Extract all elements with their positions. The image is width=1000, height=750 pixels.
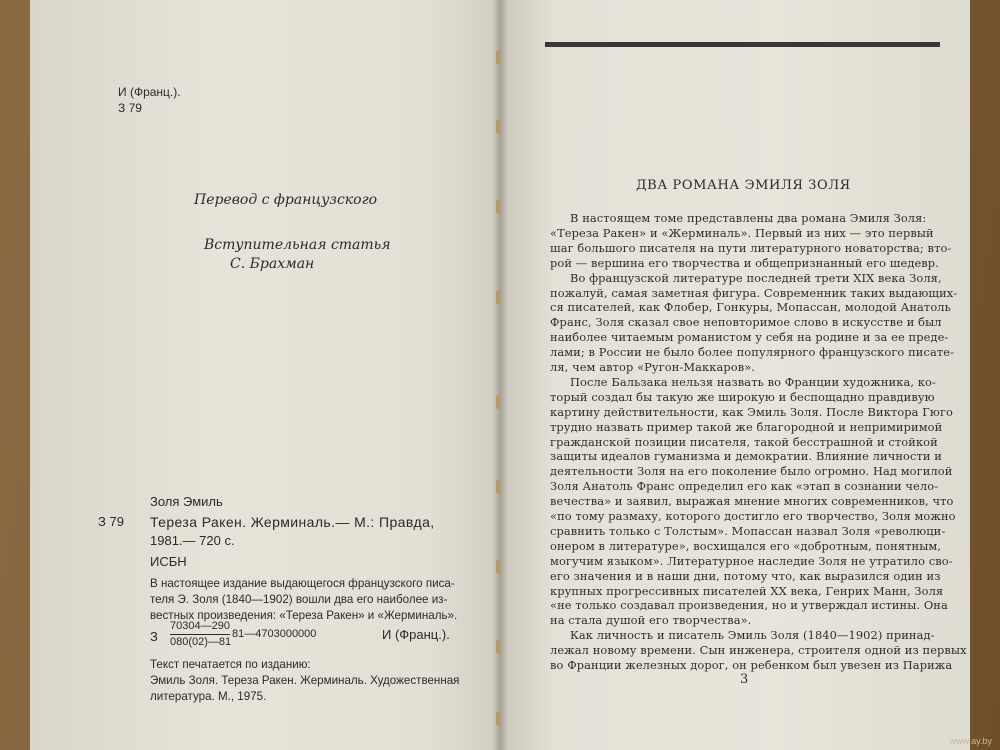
body-line: После Бальзака нельзя назвать во Франции художника, ко- [570,374,936,389]
body-line: картину действительности, как Эмиль Золя. После Виктора Гюго [550,404,953,419]
binding-stitch [496,200,500,214]
body-line: рой — вершина его творчества и общепризнанный его шедевр. [550,255,939,270]
body-line: сравнить только с Толстым». Мопассан назвал Золя «революци- [550,523,946,538]
body-line: могучим языком». Литературное наследие Золя не утратило сво- [550,553,953,568]
body-line: лежал новому времени. Сын инженера, строителя одной из первых [550,643,967,658]
body-line: деятельности Золя на его поколение было огромно. Над могилой [550,464,953,479]
body-line: Золя Анатоль Франс определил его как «этап в сознании чело- [550,479,939,494]
card-author: Золя Эмиль [150,494,223,509]
binding-stitch [496,395,500,409]
catalog-code: З 79 [118,101,142,115]
card-index-rest: 81—4703000000 [232,628,317,640]
body-line: ля, чем автор «Ругон-Маккаров». [550,360,756,374]
body-line: ся писателей, как Флобер, Гонкуры, Мопассан, молодой Анатоль [550,300,951,315]
body-line: «не только создавал произведения, но и утверждал истины. Она [550,598,948,613]
body-line: наиболее читаемым романистом у себя на родине и за ее преде- [550,330,949,345]
body-line: шаг большого писателя на пути литературного новаторства; вто- [550,240,952,255]
binding-stitch [496,560,500,574]
binding-stitch [496,290,500,304]
body-line: лами; в России не было более популярного французского писате- [550,345,955,360]
binding-stitch [496,50,500,64]
watermark: www.ay.by [949,736,992,746]
body-line: во Франции железных дорог, он ребенком был увезен из Парижа [550,658,953,672]
card-index-prefix: З [150,629,158,644]
body-line: на стала душой его творчества». [550,613,752,628]
source-note: Текст печатается по изданию: [150,658,311,671]
chapter-heading: ДВА РОМАНА ЭМИЛЯ ЗОЛЯ [636,178,851,193]
body-line: гражданской позиции писателя, такой бесстрашной и стойкой [550,434,938,449]
body-line: трудно назвать пример такой же благородной и непримиримой [550,419,943,434]
body-line: крупных прогрессивных писателей XX века, Генрих Манн, Золя [550,583,944,598]
body-line: В настоящем томе представлены два романа Эмиля Золя: [570,211,927,225]
binding-stitch [496,712,500,726]
card-title: 1981.— 720 с. [150,533,235,548]
source-note: литература. М., 1975. [150,690,267,703]
header-rule [545,42,940,47]
source-note: Эмиль Золя. Тереза Ракен. Жерминаль. Художественная [150,674,460,687]
book-gutter [492,0,508,750]
body-line: пожалуй, самая заметная фигура. Современник таких выдающих- [550,285,958,300]
intro-author: С. Брахман [230,256,315,272]
card-shelf-code: З 79 [98,514,124,529]
card-classification: И (Франц.). [382,627,450,642]
catalog-code: И (Франц.). [118,85,181,99]
binding-stitch [496,640,500,654]
fraction-bar [170,634,230,635]
body-line: Как личность и писатель Эмиль Золя (1840—1902) принад- [570,628,935,643]
body-line: онером в литературе», восхищался его «добротным, понятным, [550,538,942,553]
card-annotation: теля Э. Золя (1840—1902) вошли два его наиболее из- [150,593,448,606]
intro-label: Вступительная статья [204,237,391,253]
card-annotation: вестных произведения: «Тереза Ракен» и «Жерминаль». [150,609,458,622]
card-isbn: ИСБН [150,554,187,569]
body-line: Во французской литературе последней трети XIX века Золя, [570,270,942,285]
binding-stitch [496,120,500,134]
body-line: вечества» и заявил, выражая мнение многих современников, что [550,494,954,509]
body-line: торый создал бы такую же широкую и беспощадно правдивую [550,389,935,404]
body-line: его значения и в наши дни, потому что, как выразился один из [550,568,941,583]
page-number: 3 [740,672,749,687]
body-line: «Тереза Ракен» и «Жерминаль». Первый из них — это первый [550,225,934,240]
translation-note: Перевод с французского [194,192,378,208]
binding-stitch [496,480,500,494]
card-index-bottom: 080(02)—81 [170,636,232,648]
body-line: защиты идеалов гуманизма и демократии. Влияние личности и [550,449,942,464]
card-index-top: 70304—290 [170,620,230,632]
body-line: Франс, Золя сказал свое неповторимое слово в искусстве и был [550,315,942,330]
body-line: «по тому размаху, которого достигло его творчество, Золя можно [550,509,956,523]
card-title: Тереза Ракен. Жерминаль.— М.: Правда, [150,514,435,530]
card-annotation: В настоящее издание выдающегося французского писа- [150,577,455,590]
